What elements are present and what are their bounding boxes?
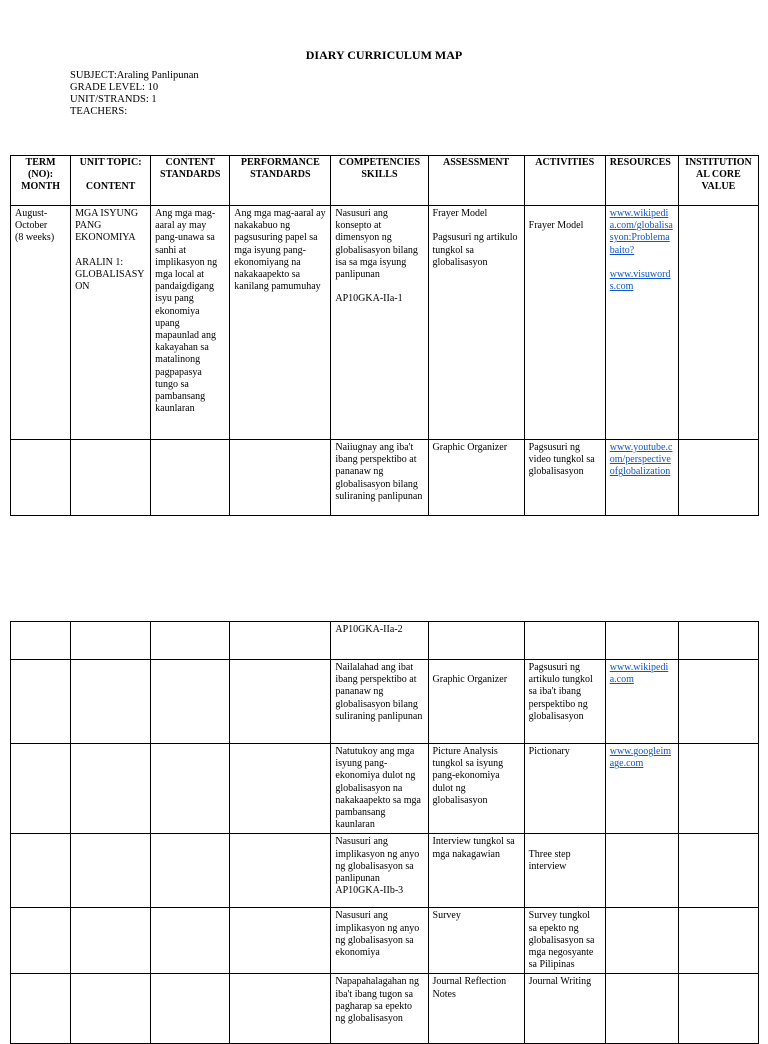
cell-core-value xyxy=(678,206,758,440)
subject-line: SUBJECT:Araling Panlipunan xyxy=(70,70,199,81)
resource-link-wikipedia[interactable]: www.wikipedia.com/globalisasyon:Problemabaito? xyxy=(609,208,673,256)
cell-resources xyxy=(605,908,678,974)
header-activities: ACTIVITIES xyxy=(524,156,605,206)
cell-competencies: Nasusuri ang implikasyon ng anyo ng globalisasyon sa ekonomiya xyxy=(331,908,428,974)
table-row xyxy=(11,440,759,516)
cell-activities: Pictionary xyxy=(524,744,605,834)
cell-competency-code: AP10GKA-IIa-2 xyxy=(331,622,428,660)
cell-content-standards: Ang mga mag-aaral ay may pang-unawa sa sanhi at implikasyon ng mga local at pandaigdigang isyu pang ekonomiya upang mapaunlad ang kakayahan sa matalinong pagpapasya tungo sa pambansang kaunlaran xyxy=(151,206,230,440)
header-unit-topic: UNIT TOPIC: CONTENT xyxy=(71,156,151,206)
cell-assessment: Frayer Model Pagsusuri ng artikulo tungkol sa globalisasyon xyxy=(428,206,524,440)
cell-term xyxy=(11,440,71,516)
table-row xyxy=(11,206,759,440)
header-assessment: ASSESSMENT xyxy=(428,156,524,206)
cell-assessment: Graphic Organizer xyxy=(428,660,524,744)
resource-link-visuwords[interactable]: www.visuwords.com xyxy=(609,269,671,293)
cell-assessment: Picture Analysis tungkol sa isyung pang-ekonomiya dulot ng globalisasyon xyxy=(428,744,524,834)
cell-competencies: Naiiugnay ang iba't ibang perspektibo at pananaw ng globalisasyon bilang suliraning panlipunan xyxy=(331,440,428,516)
cell-core-value xyxy=(678,440,758,516)
table-header-row xyxy=(11,156,759,206)
header-content-standards: CONTENT STANDARDS xyxy=(151,156,230,206)
header-term: TERM (NO): MONTH xyxy=(11,156,71,206)
table-row xyxy=(11,834,759,908)
header-performance-standards: PERFORMANCE STANDARDS xyxy=(230,156,331,206)
grade-level-line: GRADE LEVEL: 10 xyxy=(70,82,159,93)
cell-activities: Journal Writing xyxy=(524,974,605,1044)
cell-assessment: Graphic Organizer xyxy=(428,440,524,516)
cell-unit-topic: MGA ISYUNG PANG EKONOMIYA ARALIN 1: GLOBALISASYON xyxy=(71,206,151,440)
cell-assessment: Journal Reflection Notes xyxy=(428,974,524,1044)
cell-resources xyxy=(605,974,678,1044)
unit-strands-line: UNIT/STRANDS: 1 xyxy=(70,94,157,105)
cell-activities: Frayer Model xyxy=(524,206,605,440)
cell-competencies: Natutukoy ang mga isyung pang-ekonomiya dulot ng globalisasyon na nakakaapekto sa mga pambansang kaunlaran xyxy=(331,744,428,834)
header-resources: RESOURCES xyxy=(605,156,678,206)
cell-resources xyxy=(605,206,678,440)
cell-activities: Survey tungkol sa epekto ng globalisasyon sa mga negosyante sa Pilipinas xyxy=(524,908,605,974)
document-title: DIARY CURRICULUM MAP xyxy=(305,48,463,62)
cell-competencies: Napapahalagahan ng iba't ibang tugon sa pagharap sa epekto ng globalisasyon xyxy=(331,974,428,1044)
cell-unit-topic xyxy=(71,440,151,516)
curriculum-map-table xyxy=(10,155,759,516)
cell-competencies: Nasusuri ang konsepto at dimensyon ng globalisasyon bilang isa sa mga isyung panlipunan AP10GKA-IIa-1 xyxy=(331,206,428,440)
cell-resources xyxy=(605,440,678,516)
cell-performance-standards xyxy=(230,440,331,516)
document-meta xyxy=(70,70,199,118)
resource-link-google-image[interactable]: www.googleimage.com xyxy=(609,746,672,770)
cell-content-standards xyxy=(151,440,230,516)
teachers-line: TEACHERS: xyxy=(70,106,128,117)
resource-link-youtube[interactable]: www.youtube.com/perspectiveofglobalization xyxy=(609,442,673,478)
cell-competencies: Nasusuri ang implikasyon ng anyo ng globalisasyon sa panlipunan AP10GKA-IIb-3 xyxy=(331,834,428,908)
table-row xyxy=(11,622,759,660)
table-row xyxy=(11,660,759,744)
cell-resources xyxy=(605,834,678,908)
table-row xyxy=(11,974,759,1044)
cell-competencies: Nailalahad ang ibat ibang perspektibo at pananaw ng globalisasyon bilang suliraning panlipunan xyxy=(331,660,428,744)
table-row xyxy=(11,744,759,834)
cell-activities: Pagsusuri ng video tungkol sa globalisasyon xyxy=(524,440,605,516)
cell-assessment: Interview tungkol sa mga nakagawian xyxy=(428,834,524,908)
header-competencies: COMPETENCIES SKILLS xyxy=(331,156,428,206)
cell-term: August-October (8 weeks) xyxy=(11,206,71,440)
table-row xyxy=(11,908,759,974)
curriculum-map-table-continued xyxy=(10,621,759,1044)
cell-assessment: Survey xyxy=(428,908,524,974)
header-core-value: INSTITUTIONAL CORE VALUE xyxy=(678,156,758,206)
cell-activities: Pagsusuri ng artikulo tungkol sa iba't ibang perspektibo ng globalisasyon xyxy=(524,660,605,744)
resource-link-wikipedia[interactable]: www.wikipedia.com xyxy=(609,662,669,686)
cell-resources xyxy=(605,744,678,834)
cell-performance-standards: Ang mga mag-aaral ay nakakabuo ng pagsusuring papel sa mga isyung pang-ekonomiyang na nakakaapekto sa kanilang pamumuhay xyxy=(230,206,331,440)
cell-resources xyxy=(605,660,678,744)
cell-activities: Three step interview xyxy=(524,834,605,908)
